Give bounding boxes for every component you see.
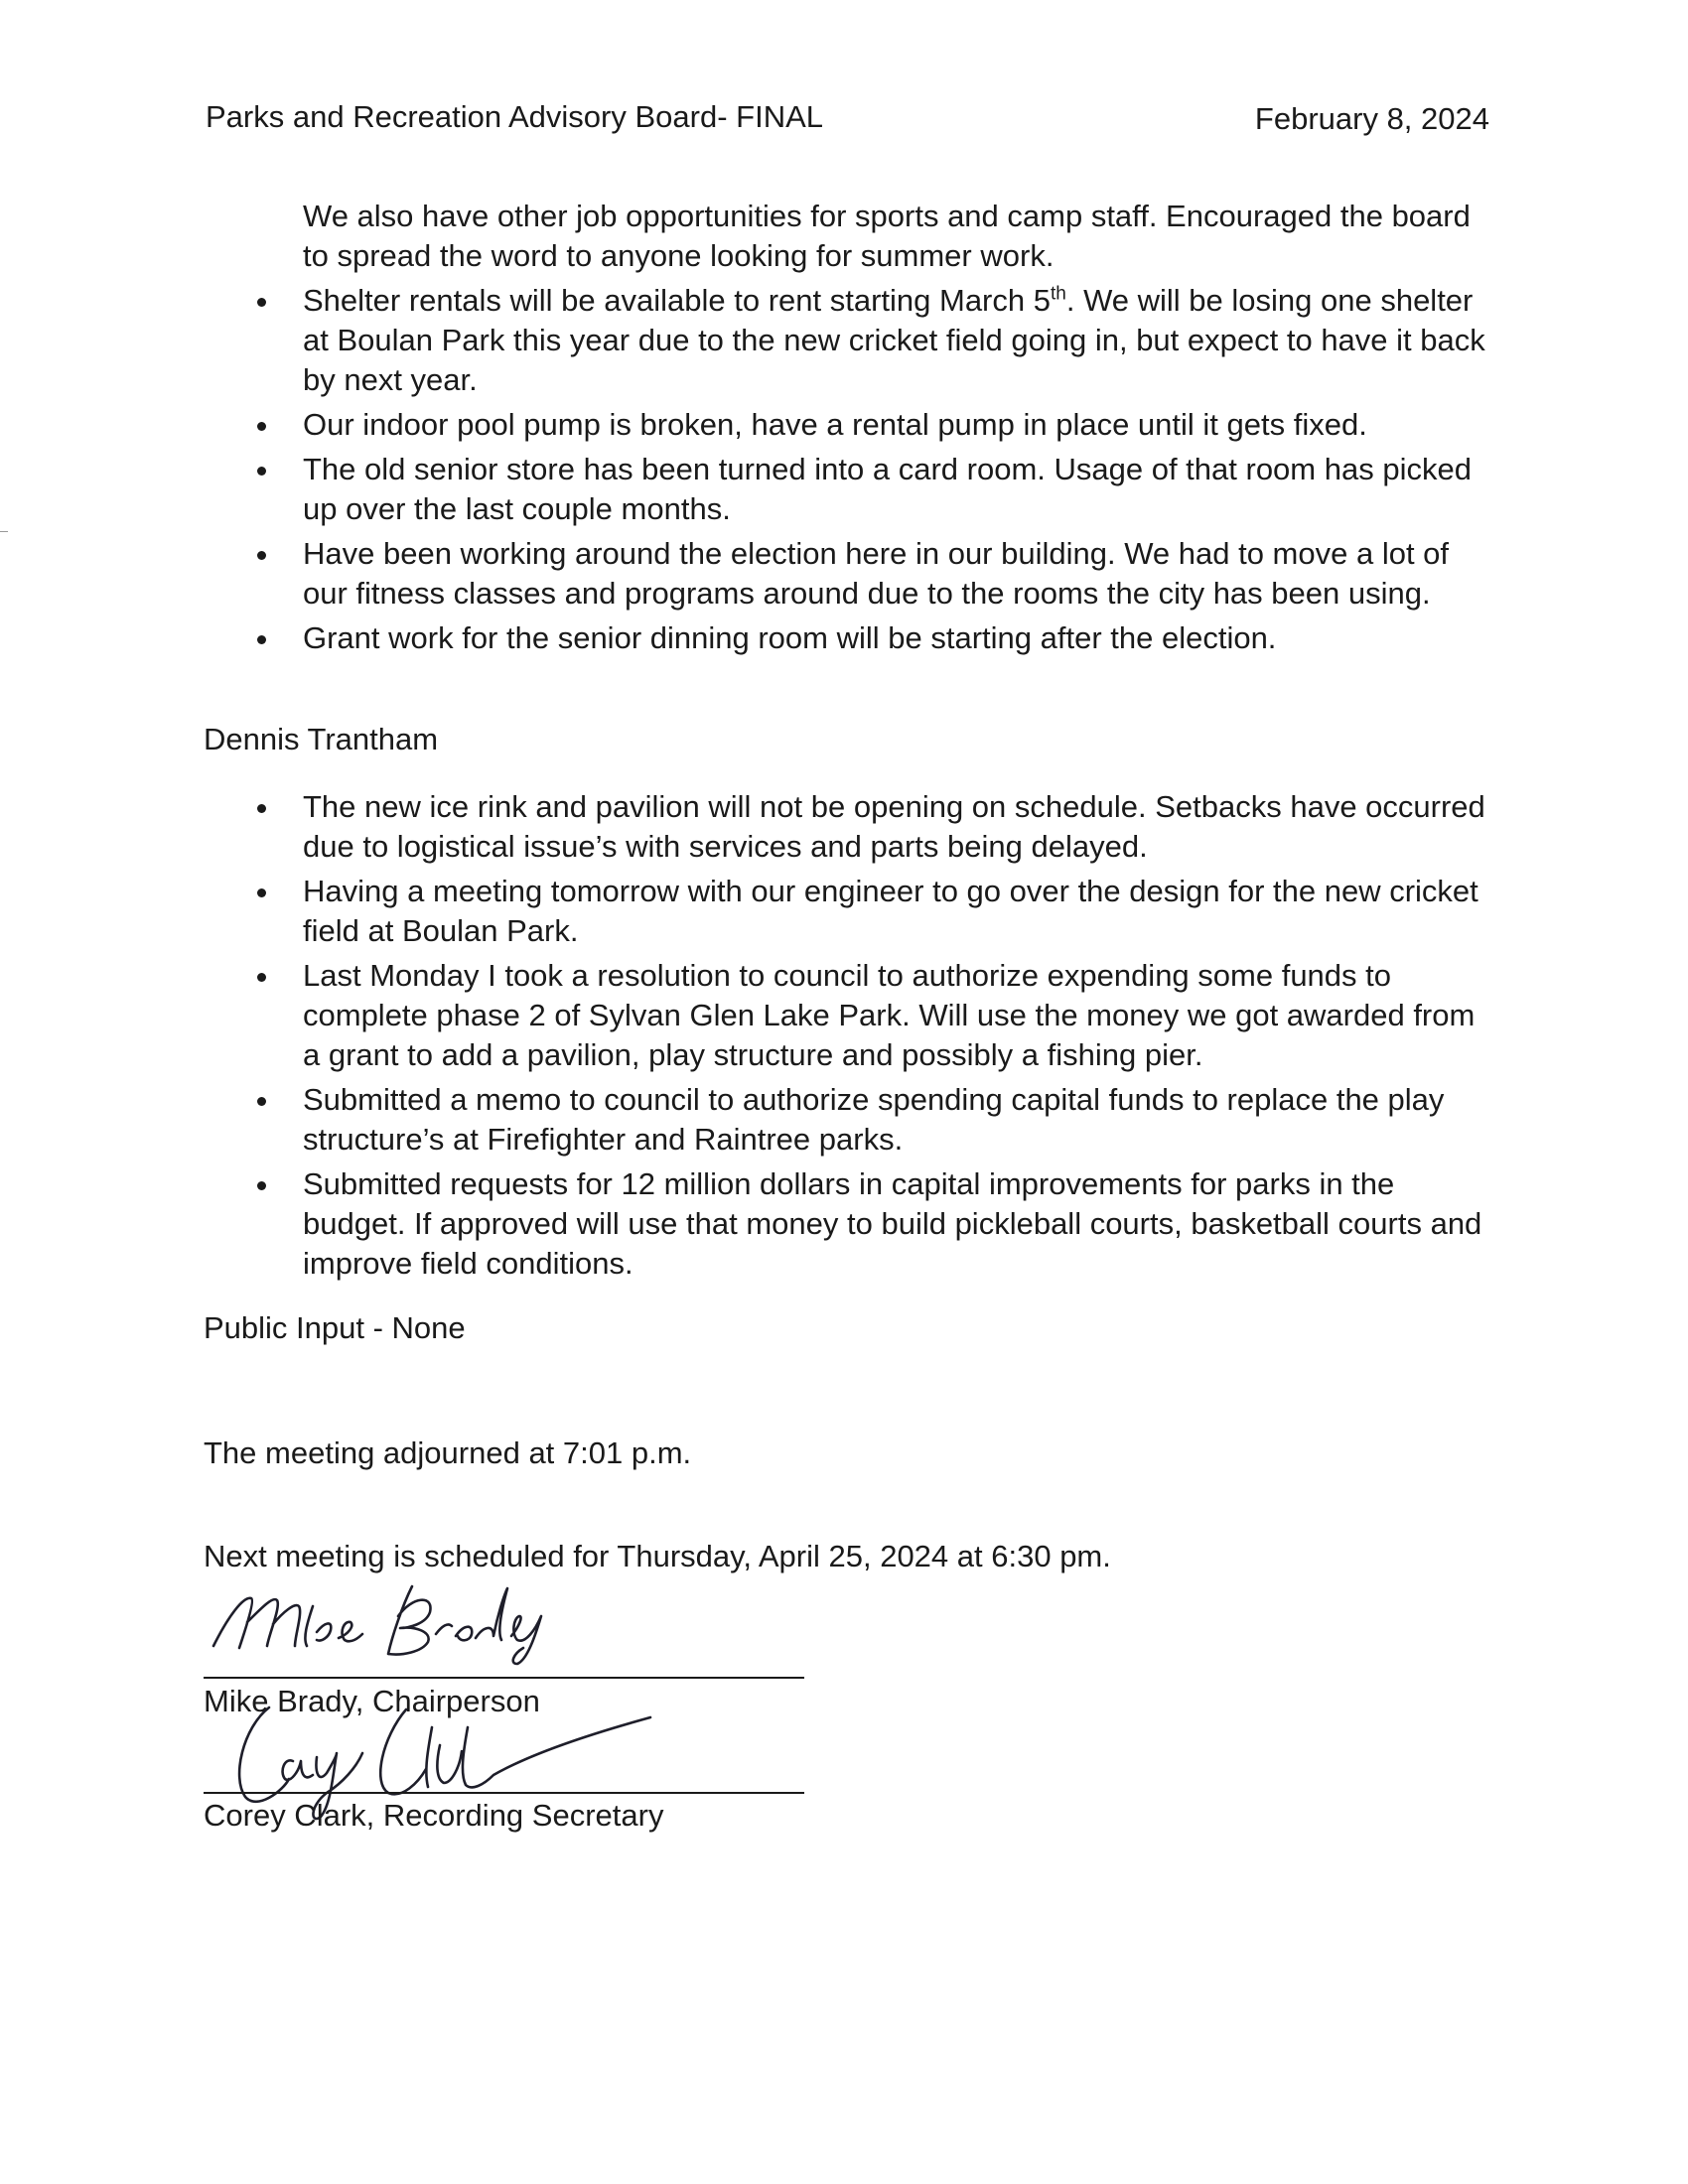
next-meeting-line: Next meeting is scheduled for Thursday, April 25, 2024 at 6:30 pm. (204, 1539, 1111, 1573)
list-item: Having a meeting tomorrow with our engineer to go over the design for the new cricket field at Boulan Park. (303, 872, 1494, 951)
bullet-icon (257, 804, 266, 813)
document-date: February 8, 2024 (1254, 101, 1489, 136)
staff-report-list (303, 281, 1494, 663)
director-report-list (303, 787, 1494, 1289)
secretary-signature-line (204, 1792, 804, 1794)
chairperson-signature (204, 1576, 581, 1671)
document-title: Parks and Recreation Advisory Board- FINAL (206, 99, 823, 134)
list-item: Last Monday I took a resolution to council to authorize expending some funds to complete phase 2 of Sylvan Glen Lake Park. Will use the money we got awarded from a grant to add a pavilion, play structure and possibly a fishing pier. (303, 956, 1494, 1075)
chairperson-label: Mike Brady, Chairperson (204, 1684, 540, 1718)
list-item: Submitted requests for 12 million dollars in capital improvements for parks in the budget. If approved will use that money to build pickleball courts, basketball courts and improve field conditions. (303, 1164, 1494, 1284)
speaker-name: Dennis Trantham (204, 722, 439, 756)
chairperson-signature-line (204, 1677, 804, 1679)
list-item: Shelter rentals will be available to rent starting March 5th. We will be losing one shelter at Boulan Park this year due to the new cricket field going in, but expect to have it back by next year. (303, 281, 1494, 400)
list-item: The old senior store has been turned into a card room. Usage of that room has picked up over the last couple months. (303, 450, 1494, 529)
bullet-icon (257, 551, 266, 560)
bullet-icon (257, 1097, 266, 1106)
bullet-icon (257, 467, 266, 476)
list-item: Have been working around the election here in our building. We had to move a lot of our fitness classes and programs around due to the rooms the city has been using. (303, 534, 1494, 614)
bullet-icon (257, 1181, 266, 1190)
secretary-label: Corey Clark, Recording Secretary (204, 1798, 664, 1833)
bullet-icon (257, 888, 266, 897)
scan-edge-mark (0, 531, 8, 532)
bullet-icon (257, 298, 266, 307)
adjournment-line: The meeting adjourned at 7:01 p.m. (204, 1435, 692, 1470)
list-item: Our indoor pool pump is broken, have a rental pump in place until it gets fixed. (303, 405, 1494, 445)
bullet-icon (257, 635, 266, 644)
bullet-icon (257, 973, 266, 982)
list-item: Submitted a memo to council to authorize spending capital funds to replace the play structure’s at Firefighter and Raintree parks. (303, 1080, 1494, 1160)
list-item: Grant work for the senior dinning room will be starting after the election. (303, 618, 1494, 658)
continued-paragraph: We also have other job opportunities for sports and camp staff. Encouraged the board to spread the word to anyone looking for summer work. (303, 199, 1471, 273)
list-item: The new ice rink and pavilion will not be opening on schedule. Setbacks have occurred due to logistical issue’s with services and parts being delayed. (303, 787, 1494, 867)
bullet-icon (257, 422, 266, 431)
public-input-line: Public Input - None (204, 1310, 466, 1345)
